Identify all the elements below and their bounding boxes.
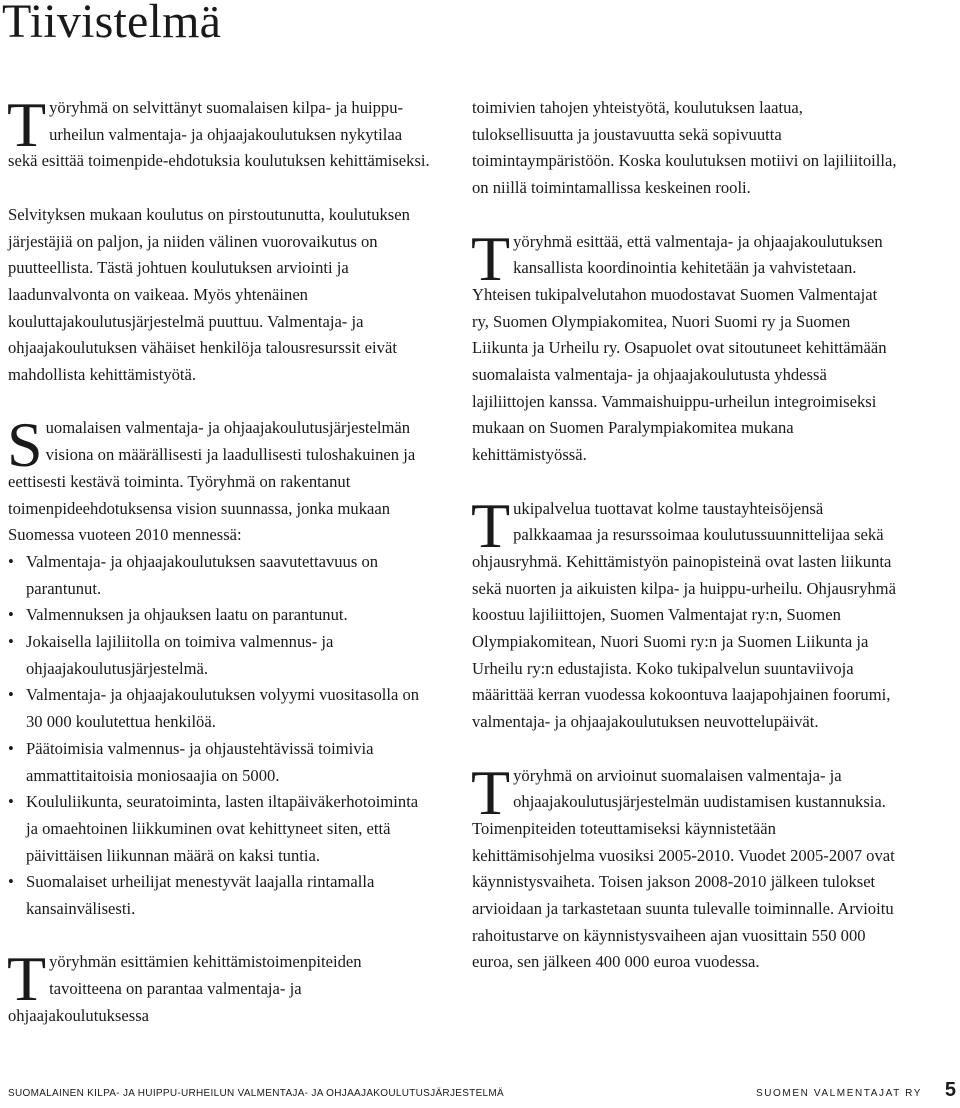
paragraph-text: ukipalvelua tuottavat kolme taustayhteisöjensä palkkaamaa ja resurssoimaa koulutussuunnittelijaa sekä ohjausryhmä. Kehittämistyön painopisteinä ovat lasten liikunta sekä nuorten ja aikuisten kilpa- ja huippu-urheilu. Ohjausryhmä koostuu lajiliittojen, Suomen Valmentajat ry:n, Suomen Olympiakomitean, Nuori Suomi ry:n ja Suomen Liikunta ja Urheilu ry:n edustajista. Koko tukipalvelun suuntaviivoja määrittää kerran vuodessa kokoontuva laajapohjainen foorumi, valmentaja- ja ohjaajakoulutuksen neuvottelupäivät. (472, 498, 896, 732)
objectives-paragraph (7, 943, 433, 1029)
drop-cap: T (7, 943, 47, 1015)
coordination-paragraph (471, 222, 897, 469)
intro-paragraph (7, 89, 433, 175)
list-item: • Valmennuksen ja ohjauksen laatu on parantunut. (8, 602, 433, 629)
continuation-paragraph: toimivien tahojen yhteistyötä, koulutuksen laatua, tuloksellisuutta ja joustavuutta sekä sopivuutta toimintaympäristöön. Koska koulutuksen motiivi on lajiliitoilla, on niillä toimintamallissa keskeinen rooli. (472, 98, 897, 198)
drop-cap: T (471, 489, 511, 561)
footer-publication-title: SUOMALAINEN KILPA- JA HUIPPU-URHEILUN VALMENTAJA- JA OHJAAJAKOULUTUSJÄRJESTELMÄ (8, 1088, 505, 1099)
left-column (7, 89, 433, 1030)
footer-publisher: SUOMEN VALMENTAJAT RY (755, 1088, 922, 1099)
costs-paragraph (471, 756, 897, 977)
vision-paragraph (7, 409, 433, 549)
list-item: • Suomalaiset urheilijat menestyvät laajalla rintamalla kansainvälisesti. (8, 869, 433, 922)
findings-paragraph: Selvityksen mukaan koulutus on pirstoutunutta, koulutuksen järjestäjiä on paljon, ja niiden välinen vuorovaikutus on puutteellista. Tästä johtuen koulutuksen arviointi ja laadunvalvonta on vaikeaa. Myös yhtenäinen kouluttajakoulutusjärjestelmä puuttuu. Valmentaja- ja ohjaajakoulutuksen vähäiset henkilöja talousresurssit eivät mahdollista kehittämistyötä. (8, 204, 410, 385)
vision-goals-list (8, 549, 433, 923)
page-title: Tiivistelmä (2, 0, 222, 48)
paragraph-text: yöryhmän esittämien kehittämistoimenpiteiden tavoitteena on parantaa valmentaja- ja ohjaajakoulutuksessa (8, 952, 362, 1025)
support-service-paragraph (471, 489, 897, 736)
list-item: • Päätoimisia valmennus- ja ohjaustehtävissä toimivia ammattitaitoisia moniosaajia on 5000. (8, 736, 433, 789)
drop-cap: T (471, 222, 511, 294)
page-number: 5 (944, 1079, 956, 1101)
paragraph-text: yöryhmä esittää, että valmentaja- ja ohjaajakoulutuksen kansallista koordinointia kehitetään ja vahvistetaan. Yhteisen tukipalvelutahon muodostavat Suomen Valmentajat ry, Suomen Olympiakomitea, Nuori Suomi ry ja Suomen Liikunta ja Urheilu ry. Osapuolet ovat sitoutuneet kehittämään suomalaista valmentaja- ja ohjaajakoulutusta yhdessä lajiliittojen kanssa. Vammaishuippu-urheilun integroimiseksi mukaan on Suomen Paralympiakomitea mukana kehittämistyössä. (472, 231, 887, 465)
list-item: • Jokaisella lajiliitolla on toimiva valmennus- ja ohjaajakoulutusjärjestelmä. (8, 629, 433, 682)
drop-cap: T (7, 89, 47, 160)
paragraph-text: uomalaisen valmentaja- ja ohjaajakoulutusjärjestelmän visiona on määrällisesti ja laadullisesti tuloshakuinen ja eettisesti kestävä toiminta. Työryhmä on rakentanut toimenpideehdotuksensa vision suunnassa, jonka mukaan Suomessa vuoteen 2010 mennessä: (8, 418, 416, 545)
right-column (472, 95, 897, 976)
paragraph-text: yöryhmä on selvittänyt suomalaisen kilpa- ja huippu-urheilun valmentaja- ja ohjaajakoulutuksen nykytilaa sekä esittää toimenpide-ehdotuksia koulutuksen kehittämiseksi. (8, 98, 430, 171)
list-item: • Valmentaja- ja ohjaajakoulutuksen volyymi vuositasolla on 30 000 koulutettua henkilöä. (8, 682, 433, 735)
drop-cap: S (7, 409, 43, 481)
drop-cap: T (471, 756, 511, 828)
list-item: • Valmentaja- ja ohjaajakoulutuksen saavutettavuus on parantunut. (8, 549, 433, 602)
paragraph-text: yöryhmä on arvioinut suomalaisen valmentaja- ja ohjaajakoulutusjärjestelmän uudistamisen kustannuksia. Toimenpiteiden toteuttamiseksi käynnistetään kehittämisohjelma vuosiksi 2005-2010. Vuodet 2005-2007 ovat käynnistysvaiheta. Toisen jakson 2008-2010 jälkeen tulokset arvioidaan ja tarkastetaan suunta tulevalle toiminnalle. Arvioitu rahoitustarve on käynnistysvaiheen ajan vuosittain 550 000 euroa, sen jälkeen 400 000 euroa vuodessa. (472, 765, 895, 972)
list-item: • Koululiikunta, seuratoiminta, lasten iltapäiväkerhotoiminta ja omaehtoinen liikkuminen ovat kehittyneet siten, että päivittäisen liikunnan määrä on kaksi tuntia. (8, 789, 433, 869)
